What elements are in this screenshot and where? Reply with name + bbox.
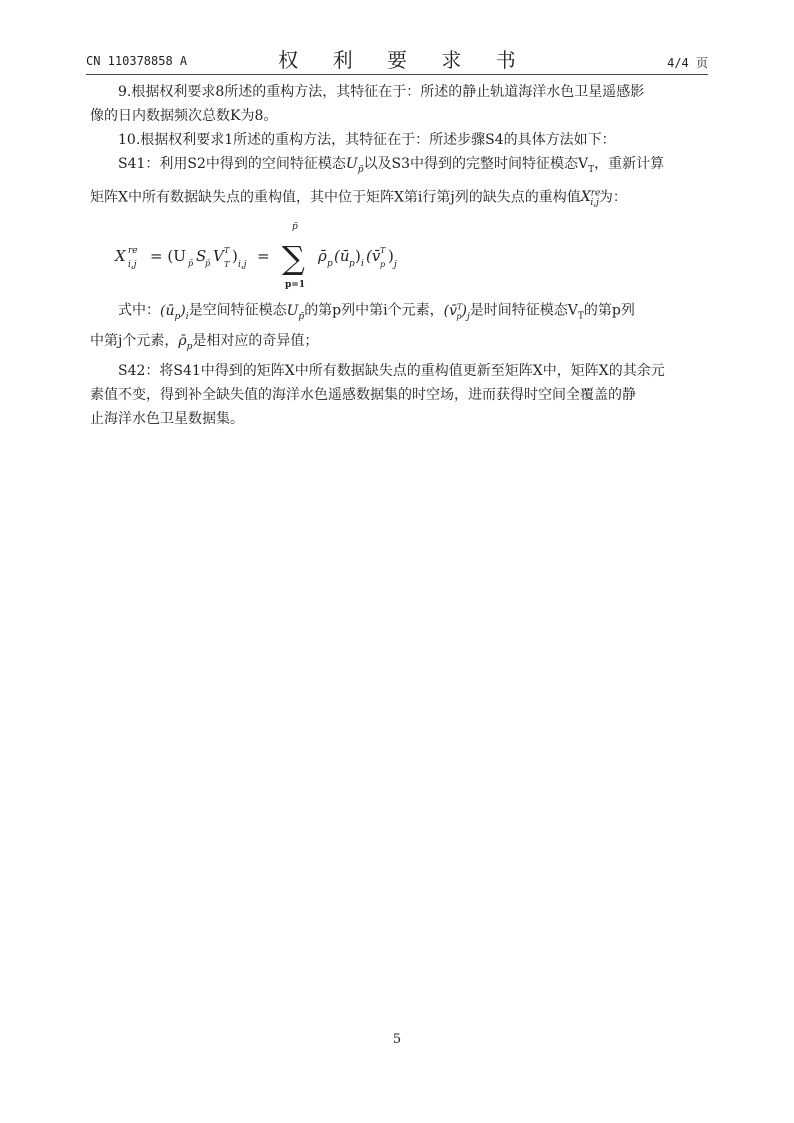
formula-sigma: ∑ [282,239,305,278]
math-u-p-i: $(ū_p)_i$ [160,302,189,322]
svg-text:p̄: p̄ [188,259,194,269]
s41-text-1: S41：利用S2中得到的空间特征模态 [118,156,346,172]
s41-text-4: 矩阵X中所有数据缺失点的重构值，其中位于矩阵X第i行第j列的缺失点的重构值 [90,189,581,206]
where-text-3: 的第p列中第i个元素， [304,302,444,319]
claim-9-line-1: 9.根据权利要求8所述的重构方法，其特征在于：所述的静止轨道海洋水色卫星遥感影 [118,84,645,100]
where-text-5: 的第p列 [583,302,635,319]
svg-text:(ū: (ū [334,247,350,266]
svg-text:p̄: p̄ [205,259,211,269]
document-title: 权 利 要 求 书 [278,48,530,72]
where-text-7: 是相对应的奇异值； [192,332,319,349]
svg-text:p: p [327,259,333,270]
svg-text:i,j: i,j [238,260,247,271]
page-indicator: 4/4 页 [667,56,708,70]
math-v-p-j: $(v̄^T_p)_j$ [443,302,470,322]
formula-eq: = (U [150,247,186,266]
step-s41-line-2 [90,182,708,215]
svg-text:p: p [349,259,355,270]
svg-text:i: i [361,259,364,270]
svg-text:j: j [394,260,397,271]
header-rule [86,74,708,75]
where-text-4: 是时间特征模态V [469,302,578,319]
svg-text:): ) [388,247,394,266]
math-x-re: $Xre_{i,j}$ [580,188,601,209]
formula-x: X [115,247,126,266]
step-s42-line-3: 止海洋水色卫星数据集。 [90,410,244,427]
where-text-6: 中第j个元素， [90,332,179,349]
s41-text-2: 以及S3中得到的完整时间特征模态V [363,156,589,172]
where-text-2: 是空间特征模态 [188,302,287,319]
step-s42-line-1: S42：将S41中得到的矩阵X中所有数据缺失点的重构值更新至矩阵X中，矩阵X的其余元 [118,362,665,379]
claim-9-line-2: 像的日内数据频次总数K为8。 [90,108,278,124]
svg-text:(v̄: (v̄ [366,247,381,266]
math-rho-p: $\rhō_p$ [178,332,193,352]
svg-text:=: = [257,247,270,266]
document-number: CN 110378858 A [86,54,188,68]
formula-svg [110,215,470,295]
math-u-pbar-2: $U_{p̄}$ [286,302,305,322]
step-s42-line-2: 素值不变，得到补全缺失值的海洋水色遥感数据集的时空场，进而获得时空间全覆盖的静 [90,386,636,403]
s41-text-3: ，重新计算 [594,156,665,172]
where-line-1: 式中：$(ū_p)_i$是空间特征模态$U_{p̄}$的第p列中第i个元素，$(v̄^T_p)_j$是时间特征模态$V_T$的第p列 [118,302,635,322]
math-u-pbar: $U_{p̄}$ [345,156,364,175]
svg-text:ρ̄: ρ̄ [318,247,327,266]
step-s41-line-1 [90,152,708,182]
where-line-2 [90,329,708,359]
svg-text:): ) [355,247,361,266]
formula-sum-top: p̄ [292,222,298,233]
where-text-1: 式中： [118,302,160,319]
svg-text:V: V [213,247,224,266]
claims-body [90,80,708,431]
s41-text-5: 为： [598,189,627,206]
svg-text:): ) [232,247,238,266]
svg-text:S: S [196,247,207,266]
reconstruction-formula [90,215,708,295]
svg-text:p: p [380,260,386,270]
svg-text:T: T [224,260,230,270]
svg-text:T: T [380,246,386,256]
svg-text:re: re [128,246,138,257]
page-number: 5 [392,1032,402,1047]
svg-text:T: T [224,246,230,256]
svg-text:i,j: i,j [128,260,137,271]
claim-10: 10.根据权利要求1所述的重构方法，其特征在于：所述步骤S4的具体方法如下： [118,132,616,148]
formula-sum-bottom: p=1 [285,280,306,291]
sub-t: T [588,164,595,175]
